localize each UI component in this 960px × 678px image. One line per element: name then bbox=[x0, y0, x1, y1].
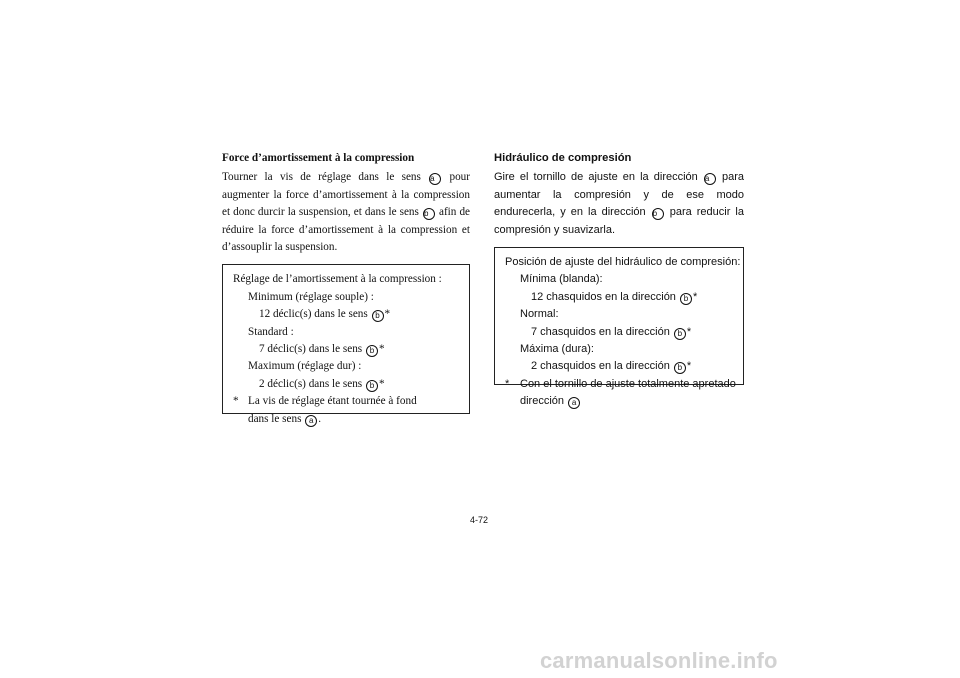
circled-b-icon: b bbox=[372, 310, 384, 322]
french-column bbox=[222, 150, 471, 425]
circled-a-icon: a bbox=[305, 415, 317, 427]
french-paragraph: Tourner la vis de réglage dans le sens a pour augmenter la force d’amortissement à la compression et donc durcir la suspension, et dans le sens b afin de réduire la force d’amortissement à la compression et d’assouplir la suspension. bbox=[222, 171, 471, 254]
std-label: Normal: bbox=[520, 308, 559, 321]
min-value: 12 chasquidos en la dirección b * bbox=[531, 290, 698, 303]
circled-b-icon: b bbox=[366, 345, 378, 357]
french-heading: Force d’amortissement à la compression bbox=[222, 152, 415, 164]
min-value: 12 déclic(s) dans le sens b * bbox=[259, 308, 391, 321]
circled-b-icon: b bbox=[423, 208, 435, 220]
page-number: 4-72 bbox=[470, 515, 489, 525]
box-title: Réglage de l’amortissement à la compression : bbox=[233, 273, 442, 286]
circled-b-icon: b bbox=[674, 328, 686, 340]
french-settings-box bbox=[222, 264, 470, 425]
spanish-heading: Hidráulico de compresión bbox=[494, 152, 632, 164]
spanish-column bbox=[494, 150, 744, 408]
footnote: * Con el tornillo de ajuste totalmente apretado dirección a bbox=[505, 377, 736, 408]
std-value: 7 déclic(s) dans le sens b * bbox=[259, 343, 385, 356]
min-label: Minimum (réglage souple) : bbox=[248, 290, 374, 303]
circled-a-icon: a bbox=[429, 173, 441, 185]
std-label: Standard : bbox=[248, 325, 294, 338]
circled-b-icon: b bbox=[652, 208, 664, 220]
std-value: 7 chasquidos en la dirección b * bbox=[531, 325, 692, 338]
max-label: Máxima (dura): bbox=[520, 343, 594, 356]
max-value: 2 chasquidos en la dirección b * bbox=[531, 360, 692, 373]
footnote: * La vis de réglage étant tournée à fond dans le sens a . bbox=[233, 395, 417, 425]
spanish-settings-box bbox=[494, 247, 744, 408]
max-label: Maximum (réglage dur) : bbox=[248, 360, 362, 373]
spanish-paragraph: Gire el tornillo de ajuste en la dirección a para aumentar la compresión y de ese modo endurecerla, y en la dirección b para reducir la compresión y suavizarla. bbox=[494, 171, 744, 236]
max-value: 2 déclic(s) dans le sens b * bbox=[259, 377, 385, 390]
circled-b-icon: b bbox=[366, 380, 378, 392]
min-label: Mínima (blanda): bbox=[520, 273, 603, 286]
circled-b-icon: b bbox=[674, 362, 686, 374]
circled-b-icon: b bbox=[680, 293, 692, 305]
box-title: Posición de ajuste del hidráulico de compresión: bbox=[505, 256, 741, 269]
circled-a-icon: a bbox=[704, 173, 716, 185]
circled-a-icon: a bbox=[568, 397, 580, 409]
watermark-logo: carmanualsonline.info bbox=[540, 648, 778, 673]
